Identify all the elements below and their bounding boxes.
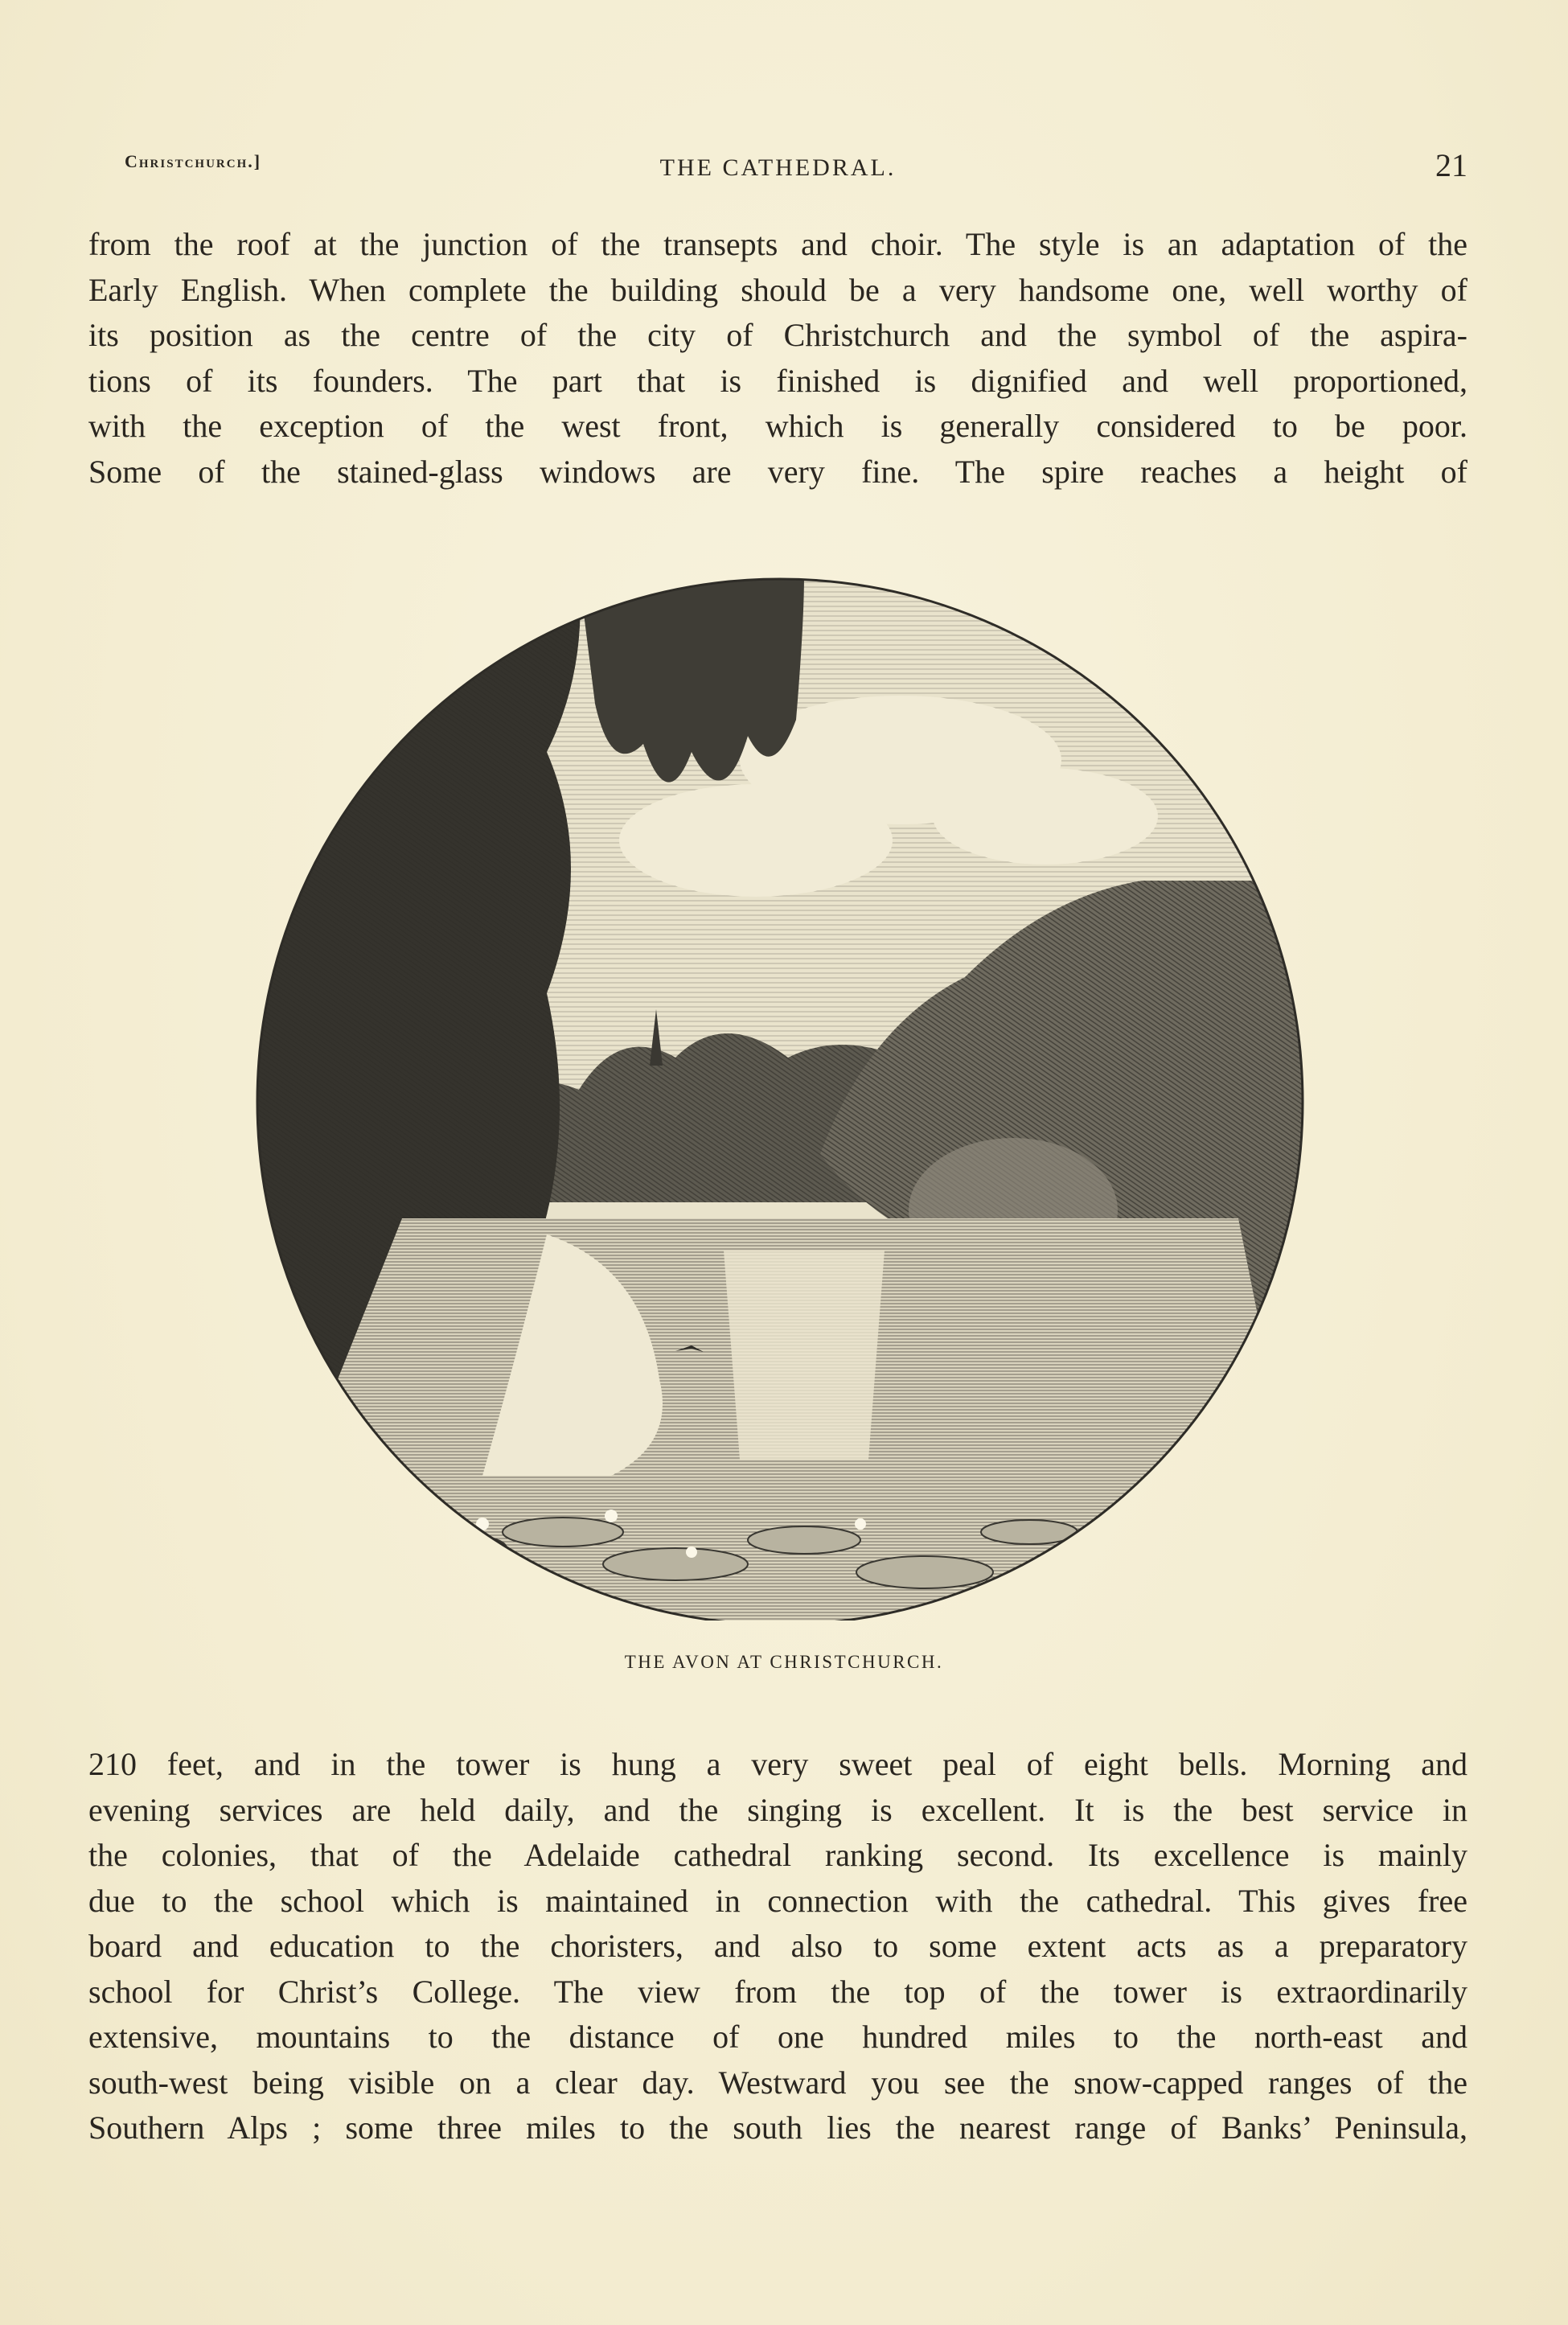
text-line: 210 feet, and in the tower is hung a very sweet peal of eight bells. Morning and bbox=[88, 1746, 1467, 1782]
text-line: extensive, mountains to the distance of one hundred miles to the north-east and bbox=[88, 2019, 1467, 2055]
text-line: south-west being visible on a clear day. Westward you see the snow-capped ranges of the bbox=[88, 2064, 1467, 2101]
body-paragraph-top bbox=[88, 222, 1467, 495]
text-line: with the exception of the west front, which is generally considered to be poor. bbox=[88, 408, 1467, 444]
figure-caption: THE AVON AT CHRISTCHURCH. bbox=[624, 1652, 944, 1672]
text-line: from the roof at the junction of the transepts and choir. The style is an adaptation of the bbox=[88, 226, 1467, 262]
text-line: due to the school which is maintained in connection with the cathedral. This gives free bbox=[88, 1882, 1467, 1919]
text-line: Some of the stained-glass windows are very fine. The spire reaches a height of bbox=[88, 453, 1467, 490]
running-head-left: Christchurch.] bbox=[125, 151, 262, 171]
text-line: board and education to the choristers, and also to some extent acts as a preparatory bbox=[88, 1928, 1467, 1964]
body-paragraph-bottom bbox=[88, 1742, 1467, 2151]
text-line: Early English. When complete the building should be a very handsome one, well worthy of bbox=[88, 271, 1467, 308]
running-head-title: THE CATHEDRAL. bbox=[659, 154, 897, 181]
text-line: evening services are held daily, and the singing is excellent. It is the best service in bbox=[88, 1791, 1467, 1828]
page-number: 21 bbox=[1435, 147, 1467, 183]
engraving-illustration bbox=[241, 575, 1319, 1621]
running-header bbox=[88, 145, 1467, 193]
text-line: Southern Alps ; some three miles to the south lies the nearest range of Banks’ Peninsula, bbox=[88, 2109, 1467, 2146]
text-line: tions of its founders. The part that is finished is dignified and well proportioned, bbox=[88, 362, 1467, 399]
text-line: school for Christ’s College. The view from the top of the tower is extraordinarily bbox=[88, 1973, 1467, 2010]
text-line: the colonies, that of the Adelaide cathedral ranking second. Its excellence is mainly bbox=[88, 1837, 1467, 1873]
text-line: its position as the centre of the city of Christchurch and the symbol of the aspira- bbox=[88, 317, 1467, 353]
